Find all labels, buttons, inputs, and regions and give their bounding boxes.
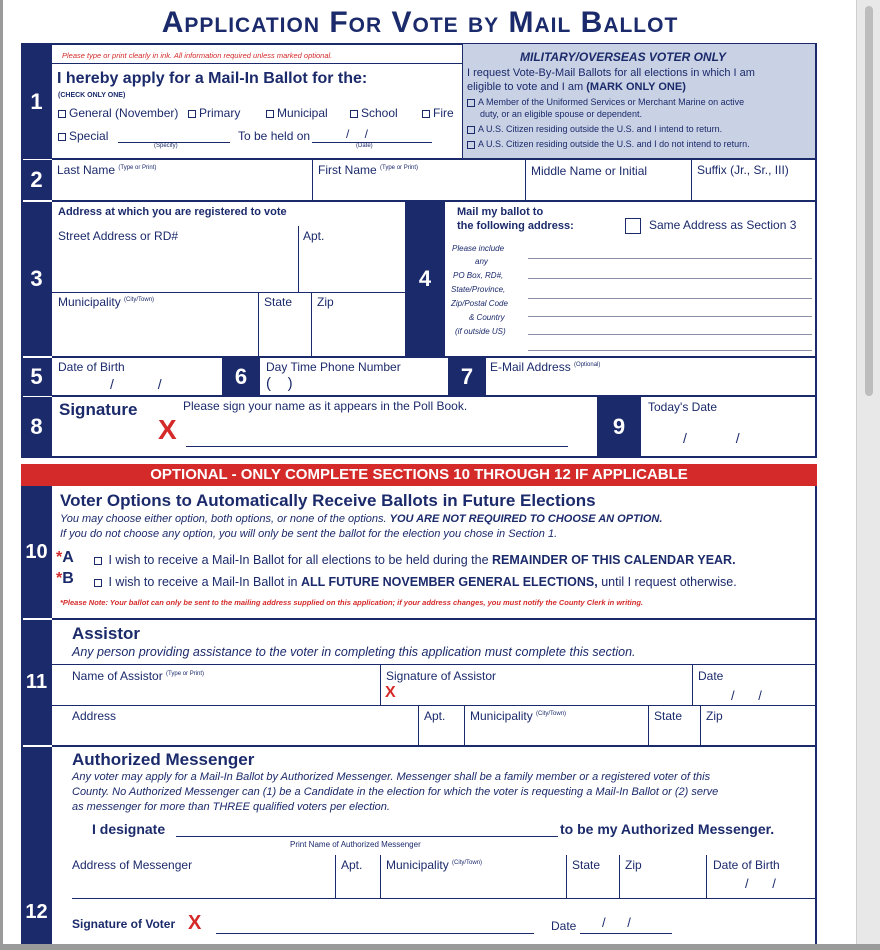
military-opt1[interactable]	[467, 97, 744, 107]
zip-label: Zip	[317, 295, 334, 309]
mail-hint-2: any	[475, 257, 488, 266]
mark-only-one: (MARK ONLY ONE)	[586, 81, 686, 93]
signature-line[interactable]	[186, 446, 568, 447]
messenger-municipality-label	[386, 858, 482, 872]
section-12-number: 12	[21, 747, 52, 946]
voter-options-heading: Voter Options to Automatically Receive Ballots in Future Elections	[60, 491, 596, 510]
messenger-dob-slashes: / /	[745, 876, 776, 891]
municipality-text: Municipality	[386, 858, 449, 872]
apt-label: Apt.	[303, 229, 325, 243]
divider	[52, 745, 816, 747]
divider	[700, 705, 701, 745]
assistor-heading: Assistor	[72, 624, 141, 643]
divider	[311, 292, 312, 356]
messenger-address-label: Address of Messenger	[72, 858, 193, 872]
divider	[52, 705, 816, 706]
scrollbar-thumb[interactable]	[865, 6, 873, 396]
mail-hint-1: Please include	[452, 244, 505, 253]
mail-line[interactable]	[528, 316, 812, 317]
checkbox[interactable]	[188, 110, 196, 118]
mail-line[interactable]	[528, 334, 812, 335]
registered-address-heading: Address at which you are registered to vote	[58, 206, 287, 218]
mail-hint-7: (if outside US)	[455, 327, 506, 336]
signature-instruction: Please sign your name as it appears in the Poll Book.	[183, 399, 468, 413]
section-9-number: 9	[597, 397, 641, 457]
voter-date-line[interactable]	[580, 933, 672, 934]
voter-options-line1	[60, 513, 662, 525]
assistor-date-slashes: / /	[731, 688, 762, 703]
municipality-text: Municipality	[58, 295, 121, 309]
checkbox[interactable]	[350, 110, 358, 118]
to-be-messenger: to be my Authorized Messenger.	[560, 821, 775, 837]
messenger-desc-1: Any voter may apply for a Mail-In Ballot by Authorized Messenger. Messenger shall be a family member or a registered voter of this	[72, 771, 711, 783]
checkbox[interactable]	[94, 579, 102, 587]
divider	[706, 855, 707, 898]
same-address-label: Same Address as Section 3	[649, 218, 797, 232]
signature-x: X	[158, 414, 177, 445]
option-b[interactable]	[94, 575, 737, 589]
divider	[52, 664, 816, 665]
assistor-address-label: Address	[72, 709, 117, 723]
window-frame-bottom	[0, 944, 880, 950]
messenger-apt-label: Apt.	[341, 858, 363, 872]
municipality-text: Municipality	[470, 709, 533, 723]
section-4-number: 4	[405, 202, 445, 356]
military-line1: I request Vote-By-Mail Ballots for all elections in which I am	[467, 67, 755, 79]
option-label: Municipal	[277, 106, 328, 120]
state-label: State	[264, 295, 293, 309]
option-label: Primary	[199, 106, 241, 120]
checkbox[interactable]	[58, 110, 66, 118]
middle-name-label: Middle Name or Initial	[531, 164, 648, 178]
option-general[interactable]	[58, 106, 178, 120]
not-required-text: YOU ARE NOT REQUIRED TO CHOOSE AN OPTION.	[389, 513, 663, 525]
email-text: E-Mail Address	[490, 360, 571, 374]
specify-hint: (Specify)	[154, 143, 178, 149]
option-b-label: I wish to receive a Mail-In Ballot in	[108, 575, 298, 589]
dob-label: Date of Birth	[58, 360, 125, 374]
checkbox[interactable]	[467, 141, 475, 149]
mail-hint-3: PO Box, RD#,	[453, 271, 504, 280]
voter-date-label: Date	[551, 919, 577, 933]
voter-options-line2: If you do not choose any option, you will only be sent the ballot for the election you chose in Section 1.	[60, 528, 558, 540]
option-label: A Member of the Uniformed Services or Merchant Marine on active	[478, 97, 745, 107]
divider	[525, 160, 526, 200]
messenger-dob-label: Date of Birth	[713, 858, 780, 872]
assistor-desc: Any person providing assistance to the voter in completing this application must complete this section.	[72, 645, 636, 659]
optional-hint: (Optional)	[574, 362, 601, 368]
signature-label: Signature	[59, 400, 138, 419]
mail-hint-6: & Country	[469, 313, 505, 322]
option-a-bold: REMAINDER OF THIS CALENDAR YEAR.	[492, 553, 736, 567]
type-print-hint: (Type or Print)	[118, 165, 157, 171]
assistor-zip-label: Zip	[706, 709, 723, 723]
option-a-letter: *A	[56, 549, 74, 566]
option-b-bold: ALL FUTURE NOVEMBER GENERAL ELECTIONS,	[300, 575, 598, 589]
mail-heading-2: the following address:	[457, 220, 574, 232]
divider	[72, 898, 816, 899]
divider	[52, 395, 816, 397]
assistor-signature-x: X	[385, 684, 396, 701]
section-6-number: 6	[222, 358, 260, 396]
option-label: Special	[69, 129, 109, 143]
messenger-desc-3: as messenger for more than THREE qualified voters per election.	[72, 801, 390, 813]
form-title: Application For Vote by Mail Ballot	[161, 6, 679, 39]
mail-line[interactable]	[528, 350, 812, 351]
option-a[interactable]	[94, 553, 736, 567]
section-7-number: 7	[448, 358, 486, 396]
messenger-state-label: State	[572, 858, 601, 872]
option-a-label: I wish to receive a Mail-In Ballot for all elections to be held during the	[108, 553, 489, 567]
suffix-label: Suffix (Jr., Sr., III)	[697, 163, 789, 177]
messenger-name-line[interactable]	[176, 836, 558, 837]
section-3-number: 3	[21, 202, 52, 356]
assistor-municipality-label	[470, 709, 566, 723]
messenger-heading: Authorized Messenger	[72, 750, 255, 769]
divider	[258, 292, 259, 356]
assistor-name-text: Name of Assistor	[72, 669, 163, 683]
option-special[interactable]	[58, 129, 108, 143]
mail-line[interactable]	[528, 278, 812, 279]
mail-line[interactable]	[528, 258, 812, 259]
divider	[52, 63, 462, 64]
print-name-hint: Print Name of Authorized Messenger	[290, 840, 421, 849]
todays-date-label: Today's Date	[648, 400, 717, 414]
assistor-state-label: State	[654, 709, 683, 723]
window-frame-left	[0, 0, 3, 950]
section-1-number: 1	[21, 44, 52, 159]
option-b-tail: until I request otherwise.	[601, 575, 737, 589]
optional-banner: OPTIONAL - ONLY COMPLETE SECTIONS 10 THROUGH 12 IF APPLICABLE	[21, 464, 817, 486]
divider	[52, 618, 816, 620]
city-town-hint: (City/Town)	[124, 297, 155, 303]
designate-label: I designate	[92, 821, 166, 837]
option-municipal[interactable]	[266, 106, 328, 120]
voter-signature-label: Signature of Voter	[72, 917, 176, 931]
section-11-number: 11	[21, 620, 52, 745]
assistor-apt-label: Apt.	[424, 709, 446, 723]
checkbox[interactable]	[58, 133, 66, 141]
option-school[interactable]	[350, 106, 398, 120]
option-label: Fire	[433, 106, 454, 120]
divider	[566, 855, 567, 898]
messenger-zip-label: Zip	[625, 858, 642, 872]
divider	[298, 226, 299, 292]
section-5-number: 5	[21, 358, 52, 396]
held-on-label: To be held on	[238, 129, 311, 143]
assistor-signature-label: Signature of Assistor	[386, 669, 497, 683]
divider	[52, 158, 816, 160]
date-hint: (Date)	[356, 143, 373, 149]
option-label: A U.S. Citizen residing outside the U.S. and I do not intend to return.	[478, 139, 750, 149]
instruction-text: Please type or print clearly in ink. All information required unless marked optional.	[62, 51, 333, 60]
military-opt2[interactable]	[467, 124, 722, 134]
municipality-label	[58, 295, 154, 309]
section-8-number: 8	[21, 397, 52, 457]
divider	[335, 855, 336, 898]
divider	[464, 705, 465, 745]
divider	[52, 356, 816, 358]
vertical-scrollbar[interactable]	[856, 0, 880, 950]
divider	[648, 705, 649, 745]
option-label: General (November)	[69, 106, 179, 120]
military-line2-text: eligible to vote and I am	[467, 81, 584, 93]
option-primary[interactable]	[188, 106, 240, 120]
last-name-text: Last Name	[57, 163, 116, 177]
checkbox[interactable]	[266, 110, 274, 118]
voter-date-slashes: / /	[602, 915, 631, 930]
military-opt3[interactable]	[467, 139, 750, 149]
messenger-desc-2: County. No Authorized Messenger can (1) be a Candidate in the election for which the voter is requesting a Mail-In Ballot or (2) serve	[72, 786, 719, 798]
assistor-date-label: Date	[698, 669, 724, 683]
checkbox[interactable]	[422, 110, 430, 118]
voter-signature-line[interactable]	[216, 933, 534, 934]
line1-text: You may choose either option, both options, or none of the options.	[60, 513, 387, 525]
apply-heading: I hereby apply for a Mail-In Ballot for the:	[57, 70, 368, 87]
option-fire[interactable]	[422, 106, 454, 120]
option-b-letter: *B	[56, 570, 74, 587]
divider	[691, 160, 692, 200]
military-title: MILITARY/OVERSEAS VOTER ONLY	[520, 50, 727, 64]
todays-date-slashes: / /	[683, 430, 740, 446]
type-print-hint: (Type or Print)	[380, 165, 419, 171]
checkbox[interactable]	[467, 99, 475, 107]
check-only-one: (CHECK ONLY ONE)	[58, 92, 126, 99]
first-name-label	[318, 163, 418, 177]
divider	[52, 292, 405, 293]
city-town-hint: (City/Town)	[536, 711, 567, 717]
type-print-hint: (Type or Print)	[166, 671, 205, 677]
military-line2	[467, 81, 686, 93]
ballot-note: *Please Note: Your ballot can only be sent to the mailing address supplied on this application; if your address changes, you must notify the County Clerk in writing.	[60, 598, 644, 607]
city-town-hint: (City/Town)	[452, 860, 483, 866]
checkbox[interactable]	[467, 126, 475, 134]
section-10-number: 10	[21, 486, 52, 618]
military-opt1b: duty, or an eligible spouse or dependent.	[480, 109, 642, 119]
phone-label: Day Time Phone Number	[266, 360, 401, 374]
assistor-name-label	[72, 669, 204, 683]
mail-hint-5: Zip/Postal Code	[451, 299, 508, 308]
section-2-number: 2	[21, 160, 52, 200]
same-address-checkbox[interactable]	[625, 218, 641, 234]
option-label: A U.S. Citizen residing outside the U.S. and I intend to return.	[478, 124, 723, 134]
first-name-text: First Name	[318, 163, 377, 177]
mail-hint-4: State/Province,	[451, 285, 506, 294]
divider	[692, 664, 693, 705]
street-label: Street Address or RD#	[58, 229, 179, 243]
email-label	[490, 360, 600, 374]
divider	[619, 855, 620, 898]
divider	[312, 160, 313, 200]
option-label: School	[361, 106, 398, 120]
mail-line[interactable]	[528, 298, 812, 299]
voter-signature-x: X	[188, 912, 202, 934]
held-on-slashes: / /	[346, 127, 369, 141]
mail-heading-1: Mail my ballot to	[457, 206, 544, 218]
phone-parens: ( )	[266, 375, 293, 392]
divider	[418, 705, 419, 745]
dob-slashes: / /	[110, 376, 162, 392]
divider	[380, 664, 381, 705]
divider	[380, 855, 381, 898]
checkbox[interactable]	[94, 557, 102, 565]
last-name-label	[57, 163, 156, 177]
